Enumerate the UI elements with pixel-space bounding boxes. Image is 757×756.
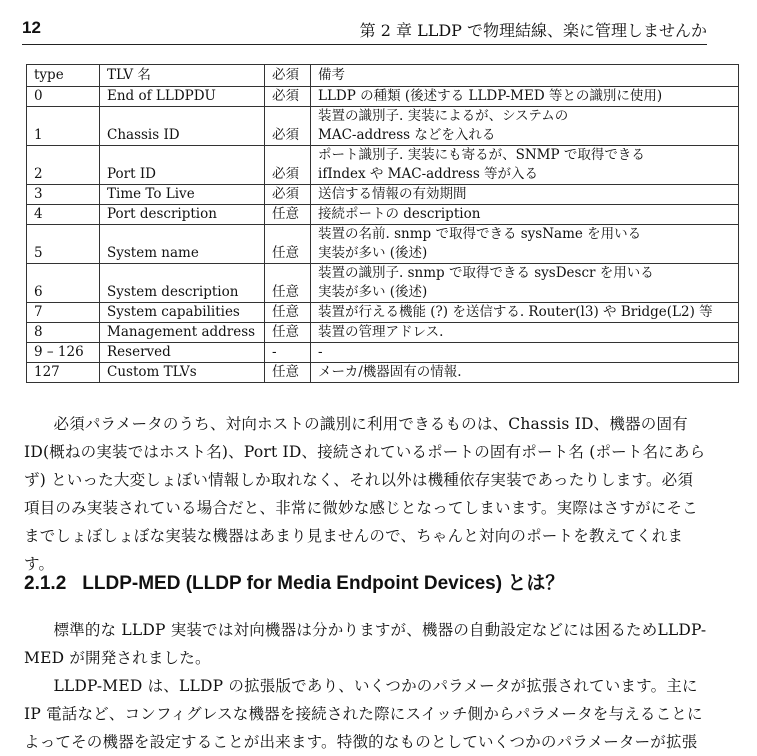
paragraph-mandatory-parameters [24,410,708,578]
cell-required: 任意 [265,225,311,264]
cell-tlv-name: Time To Live [100,185,265,205]
table-row [27,185,739,205]
cell-notes [311,225,739,264]
cell-required: 任意 [265,205,311,225]
table-row [27,205,739,225]
section-title: LLDP-MED (LLDP for Media Endpoint Devices) とは？ [82,573,565,594]
text-line: LLDP-MED が開発されました。 [24,621,707,667]
cell-tlv-name: Reserved [100,343,265,363]
note-line: 接続ポートの description [318,206,481,222]
note-line: 装置が行える機能 (?) を送信する. Router(l3) や Bridge(L2) 等 [318,304,713,320]
text-line: ず) といった大変しょぼい情報しか取れなく、それ以外は機種依存実装であったりします。必須項 [24,471,694,517]
column-header-required: 必須 [265,65,311,87]
cell-tlv-name: System description [100,264,265,303]
note-line: ポート識別子. 実装にも寄るが、SNMP で取得できる [318,147,645,163]
cell-type: 1 [27,107,100,146]
column-header-tlv-name: TLV 名 [100,65,265,87]
table-header-row [27,65,739,87]
cell-notes [311,343,739,363]
note-line: 装置の管理アドレス. [318,324,444,340]
cell-required: 任意 [265,264,311,303]
table-row [27,225,739,264]
text-line: 必須パラメータのうち、対向ホストの識別に利用できるものは、Chassis ID、機器の固有 [53,415,688,433]
cell-type: 8 [27,323,100,343]
paragraph-text [24,410,708,578]
section-number: 2.1.2 [24,573,67,594]
column-header-type: type [27,65,100,87]
table-row [27,343,739,363]
note-line: - [318,344,323,360]
table-row [27,146,739,185]
note-line: 装置の名前. snmp で取得できる sysName を用いる [318,226,642,242]
table-row [27,303,739,323]
cell-notes [311,146,739,185]
note-line: MAC-address などを入れる [318,127,496,143]
section-heading [24,568,724,595]
cell-notes [311,303,739,323]
cell-required: - [265,343,311,363]
note-line: 送信する情報の有効期間 [318,186,467,202]
cell-notes [311,185,739,205]
note-line: メーカ/機器固有の情報. [318,364,462,380]
table-row [27,363,739,383]
table-row [27,87,739,107]
note-line: LLDP の種類 (後述する LLDP-MED 等との識別に使用) [318,88,663,104]
note-line: 実装が多い (後述) [318,245,428,261]
table-row [27,107,739,146]
tlv-table [26,64,739,383]
cell-required: 任意 [265,323,311,343]
table-body [27,87,739,383]
note-line: 装置の識別子. snmp で取得できる sysDescr を用いる [318,265,654,281]
note-line: 実装が多い (後述) [318,284,428,300]
cell-tlv-name: Custom TLVs [100,363,265,383]
cell-tlv-name: System capabilities [100,303,265,323]
table-row [27,323,739,343]
cell-required: 必須 [265,87,311,107]
text-line: でしょぼしょぼな実装な機器はあまり見ませんので、ちゃんと対向のポートを教えてくれます。 [24,527,684,573]
note-line: 装置の識別子. 実装によるが、システムの [318,108,569,124]
cell-type: 7 [27,303,100,323]
paragraph-text [24,616,708,672]
cell-tlv-name: System name [100,225,265,264]
text-line: IP 電話など、コンフィグレスな機器を接続された際にスイッチ側からパラメータを与えることに [24,705,703,723]
page-number: 12 [22,18,41,37]
cell-type: 6 [27,264,100,303]
column-header-notes: 備考 [311,65,739,87]
cell-tlv-name: Management address [100,323,265,343]
cell-tlv-name: Port description [100,205,265,225]
running-title: 第 2 章 LLDP で物理結線、楽に管理しませんか [359,21,707,40]
cell-notes [311,363,739,383]
cell-type: 0 [27,87,100,107]
cell-type: 5 [27,225,100,264]
cell-required: 任意 [265,303,311,323]
cell-type: 127 [27,363,100,383]
cell-required: 必須 [265,107,311,146]
cell-type: 4 [27,205,100,225]
cell-tlv-name: Port ID [100,146,265,185]
note-line: ifIndex や MAC-address 等が入る [318,166,539,182]
cell-type: 3 [27,185,100,205]
text-line: よってその機器を設定することが出来ます。特徴的なものとしていくつかのパラメーターが拡張 [24,733,698,751]
cell-type: 2 [27,146,100,185]
cell-tlv-name: Chassis ID [100,107,265,146]
page-header [22,16,707,45]
cell-notes [311,107,739,146]
cell-notes [311,264,739,303]
cell-required: 必須 [265,185,311,205]
cell-tlv-name: End of LLDPDU [100,87,265,107]
paragraph-lldp-med-intro [24,616,708,756]
table-row [27,264,739,303]
cell-required: 任意 [265,363,311,383]
text-line: LLDP-MED は、LLDP の拡張版であり、いくつかのパラメータが拡張されています。主に [53,677,698,695]
text-line: 標準的な LLDP 実装では対向機器は分かりますが、機器の自動設定などには困るため [53,621,658,639]
text-line: ID(概ねの実装ではホスト名)、Port ID、接続されているポートの固有ポート名 (ポート名にあら [24,443,706,461]
cell-required: 必須 [265,146,311,185]
cell-notes [311,205,739,225]
cell-notes [311,323,739,343]
cell-type: 9 – 126 [27,343,100,363]
text-line: 目のみ実装されている場合だと、非常に微妙な感じとなってしまいます。実際はさすがにそこま [24,499,698,545]
paragraph-text [24,672,708,756]
cell-notes [311,87,739,107]
